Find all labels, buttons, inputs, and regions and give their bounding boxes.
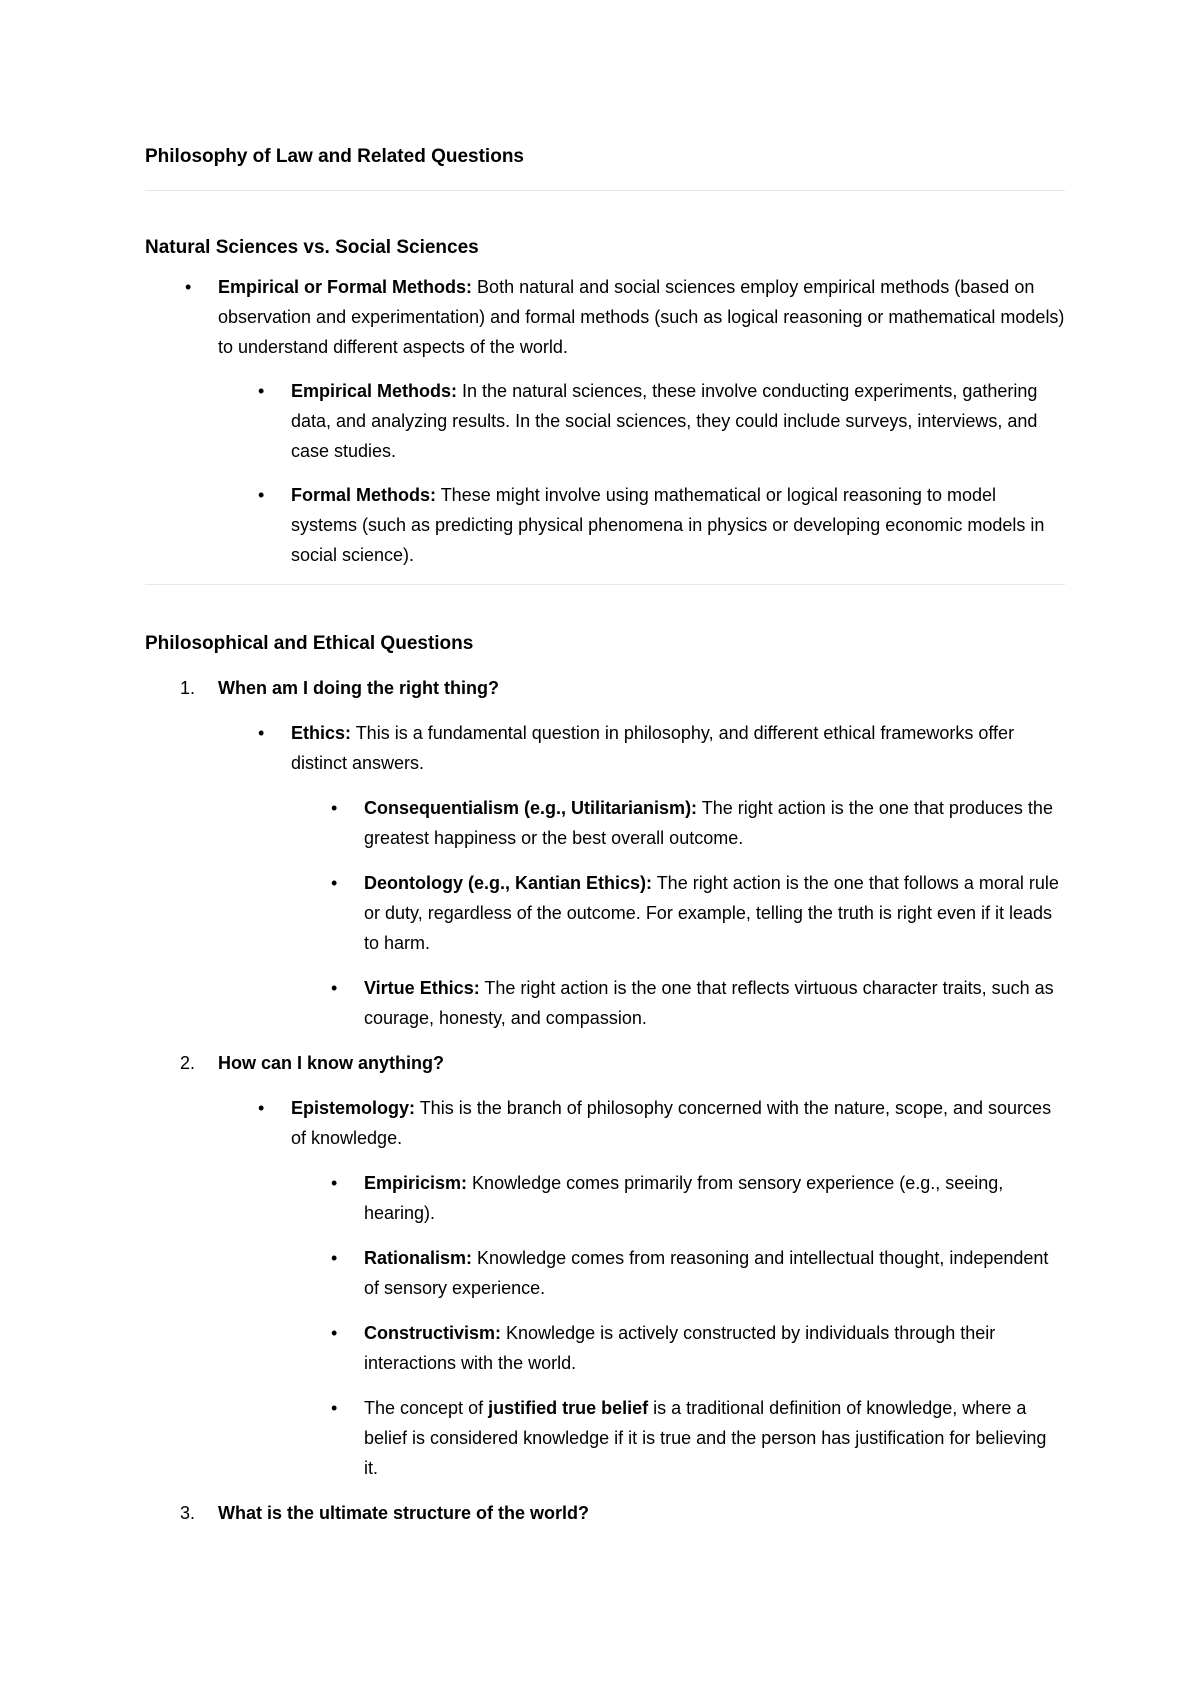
list-number: 3.	[180, 1503, 196, 1523]
item-text	[364, 1243, 1065, 1303]
divider	[145, 584, 1065, 585]
item-body: The right action is the one that produces the greatest happiness or the best overall outcome.	[364, 798, 1053, 848]
bullet-marker: •	[331, 798, 338, 818]
item-term: Epistemology:	[291, 1098, 416, 1118]
item-body: Knowledge is actively constructed by individuals through their interactions with the world.	[364, 1323, 996, 1373]
item-prefix: The concept of	[364, 1398, 489, 1418]
item-term: Consequentialism (e.g., Utilitarianism):	[364, 798, 698, 818]
bullet-marker: •	[258, 1098, 265, 1118]
item-body: These might involve using mathematical or logical reasoning to model systems (such as predicting physical phenomena in physics or developing economic models in social science).	[291, 485, 1045, 565]
item-text	[364, 868, 1065, 958]
item-body: Both natural and social sciences employ empirical methods (based on observation and experimentation) and formal methods (such as logical reasoning or mathematical models) to understand different aspects of the world.	[218, 277, 1065, 357]
list-item-epistemology	[145, 1093, 1065, 1153]
section-heading-philosophical: Philosophical and Ethical Questions	[145, 633, 474, 654]
bullet-marker: •	[258, 485, 265, 505]
item-term: Formal Methods:	[291, 485, 437, 505]
item-text	[291, 480, 1065, 570]
item-term: Virtue Ethics:	[364, 978, 480, 998]
item-body: In the natural sciences, these involve conducting experiments, gathering data, and analyzing results. In the social sciences, they could include surveys, interviews, and case studies.	[291, 381, 1038, 461]
item-term: Deontology (e.g., Kantian Ethics):	[364, 873, 653, 893]
list-item-constructivism	[145, 1318, 1065, 1378]
bullet-marker: •	[185, 277, 192, 297]
section-heading-sciences: Natural Sciences vs. Social Sciences	[145, 237, 479, 258]
question-text: How can I know anything?	[218, 1053, 445, 1073]
numbered-question-3	[145, 1498, 1065, 1528]
item-text	[291, 376, 1065, 466]
bullet-marker: •	[331, 978, 338, 998]
list-item-virtue-ethics	[145, 973, 1065, 1033]
list-item-empirical-formal	[145, 272, 1065, 362]
numbered-question-1	[145, 673, 1065, 703]
list-item-formal-methods	[145, 480, 1065, 570]
item-text	[364, 1168, 1065, 1228]
list-number: 1.	[180, 678, 196, 698]
item-text	[291, 1093, 1065, 1153]
divider	[145, 190, 1065, 191]
document-content	[145, 144, 1065, 1528]
item-term: Constructivism:	[364, 1323, 502, 1343]
item-text	[364, 1393, 1065, 1483]
bullet-marker: •	[331, 1398, 338, 1418]
item-text	[364, 973, 1065, 1033]
item-term: Empirical Methods:	[291, 381, 458, 401]
item-term: Rationalism:	[364, 1248, 473, 1268]
list-item-rationalism	[145, 1243, 1065, 1303]
list-item-consequentialism	[145, 793, 1065, 853]
bullet-marker: •	[331, 873, 338, 893]
item-term: Ethics:	[291, 723, 352, 743]
bullet-marker: •	[331, 1248, 338, 1268]
item-term: Empirical or Formal Methods:	[218, 277, 473, 297]
document-title: Philosophy of Law and Related Questions	[145, 146, 524, 167]
item-body: Knowledge comes from reasoning and intellectual thought, independent of sensory experience.	[364, 1248, 1049, 1298]
list-item-deontology	[145, 868, 1065, 958]
bullet-marker: •	[258, 381, 265, 401]
bullet-marker: •	[331, 1173, 338, 1193]
item-term: justified true belief	[488, 1398, 649, 1418]
item-body: The right action is the one that reflects virtuous character traits, such as courage, honesty, and compassion.	[364, 978, 1054, 1028]
item-body: is a traditional definition of knowledge, where a belief is considered knowledge if it is true and the person has justification for believing it.	[364, 1398, 1047, 1478]
numbered-question-2	[145, 1048, 1065, 1078]
question-text: When am I doing the right thing?	[218, 678, 499, 698]
item-text	[291, 718, 1065, 778]
item-text	[364, 793, 1065, 853]
list-number: 2.	[180, 1053, 196, 1073]
list-item-justified-true-belief	[145, 1393, 1065, 1483]
item-body: The right action is the one that follows a moral rule or duty, regardless of the outcome. For example, telling the truth is right even if it leads to harm.	[364, 873, 1059, 953]
item-term: Empiricism:	[364, 1173, 468, 1193]
item-body: This is a fundamental question in philosophy, and different ethical frameworks offer distinct answers.	[291, 723, 1015, 773]
item-body: Knowledge comes primarily from sensory experience (e.g., seeing, hearing).	[364, 1173, 1004, 1223]
bullet-marker: •	[258, 723, 265, 743]
bullet-marker: •	[331, 1323, 338, 1343]
list-item-empiricism	[145, 1168, 1065, 1228]
list-item-ethics	[145, 718, 1065, 778]
question-text: What is the ultimate structure of the world?	[218, 1503, 590, 1523]
item-body: This is the branch of philosophy concerned with the nature, scope, and sources of knowledge.	[291, 1098, 1052, 1148]
item-text	[364, 1318, 1065, 1378]
list-item-empirical-methods	[145, 376, 1065, 466]
item-text	[218, 272, 1065, 362]
